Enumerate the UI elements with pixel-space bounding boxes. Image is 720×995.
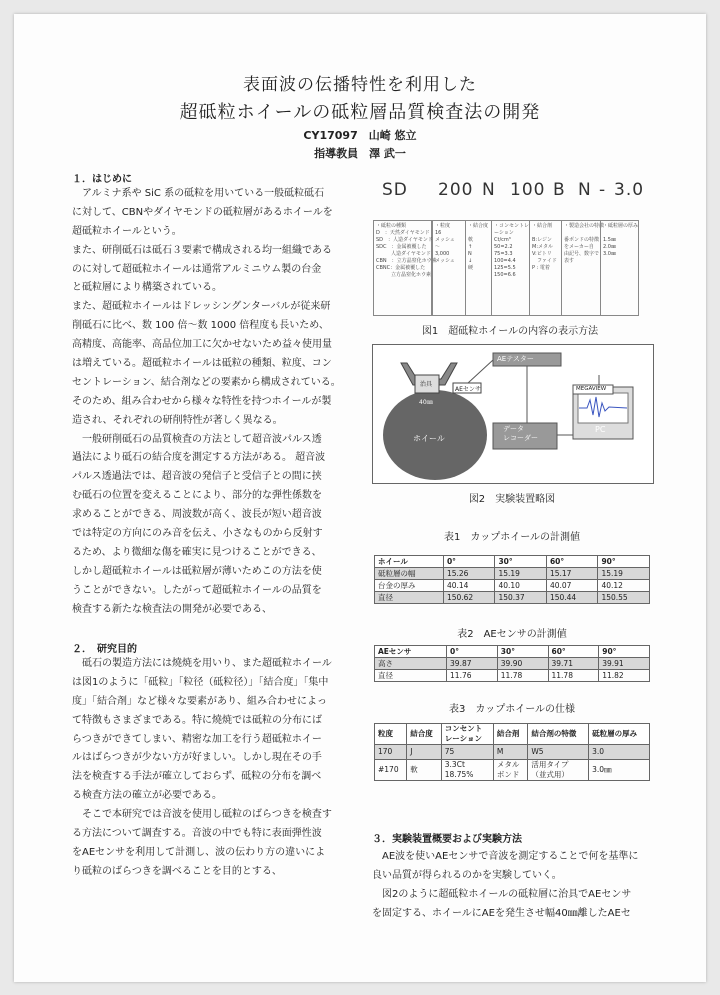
table-cell: 軟 — [407, 760, 442, 781]
table-cell: コンセント レーション — [441, 724, 493, 745]
table-cell: 3.0㎜ — [589, 760, 650, 781]
body-line: 検査する新たな検査法の開発が必要である、 — [72, 603, 272, 615]
body-line: パルス透過法では、超音波の発信子と受信子との間に挟 — [72, 471, 322, 483]
table-cell: 60° — [546, 556, 598, 568]
table-cell: 台金の厚み — [375, 580, 444, 592]
code-box-maker: ・製造会社の特徴 番ボンドの特徴 をメーカー自 由記号、数字で 表す — [561, 220, 601, 316]
table-cell: 11.78 — [548, 670, 599, 682]
table-cell: 砥粒層の幅 — [375, 568, 444, 580]
code-box-grit-size: ・粒度 16 メッシュ ～ 3,000 メッシュ — [432, 220, 466, 316]
table2-caption: 表2 AEセンサの計測値 — [457, 629, 567, 640]
table-cell: 39.90 — [497, 658, 548, 670]
body-line: らつきができてしまい、精密な加工を行う超砥粒ホイー — [72, 733, 322, 745]
author: CY17097 山崎 悠立 — [303, 129, 417, 142]
table-cell: 15.17 — [546, 568, 598, 580]
body-line: 求めることができる、周波数が高く、波長が短い超音波 — [72, 509, 322, 521]
section2-body — [72, 655, 332, 882]
table-cell: J — [407, 745, 442, 760]
section1-body — [72, 185, 341, 619]
body-line: は図1のように「砥粒」「粒径（砥粒径）」「結合度」「集中 — [72, 676, 329, 688]
table-cell: 0° — [443, 556, 495, 568]
table-cell: 170 — [375, 745, 407, 760]
table-cell: 粒度 — [375, 724, 407, 745]
table-cell: 150.62 — [443, 592, 495, 604]
table-row — [375, 760, 650, 781]
code-part: 100 — [510, 180, 546, 200]
code-part: 200 — [438, 180, 474, 200]
advisor: 指導教員 澤 武一 — [314, 147, 406, 160]
table-cell: 11.76 — [447, 670, 498, 682]
megaview-label: MEGAVIEW — [576, 386, 607, 392]
body-line: る方法について調査する。音波の中でも特に表面弾性波 — [72, 828, 322, 840]
body-line: と砥粒層により構築されている。 — [72, 282, 222, 294]
table-cell: ホイール — [375, 556, 444, 568]
table-cell: 0° — [447, 646, 498, 658]
body-line: 超砥粒ホイールという。 — [72, 225, 182, 237]
body-line: 図2のように超砥粒ホイールの砥粒層に治具でAEセンサ — [372, 889, 632, 900]
table-cell: W5 — [528, 745, 589, 760]
body-line: 一般研削砥石の品質検査の方法として超音波パルス透 — [72, 433, 322, 445]
table3 — [374, 723, 650, 781]
body-line: また、超砥粒ホイールはドレッシングンターバルが従来研 — [72, 301, 331, 313]
body-line: 過法により砥石の結合度を測定する方法がある。 超音波 — [72, 452, 326, 464]
body-line: 砥石の製造方法には燒焼を用いり、また超砥粒ホイール — [72, 658, 332, 669]
table-cell: 39.71 — [548, 658, 599, 670]
section3-heading: ３．実験装置概要および実験方法 — [372, 834, 522, 845]
body-line: 高精度、高能率、高品位加工に欠かせないため益々使用量 — [72, 339, 332, 351]
table-row — [375, 592, 650, 604]
body-line: 削砥石に比べ、数 100 倍～数 1000 倍程度も長いため、 — [72, 320, 329, 332]
body-line: て特徴もさまざまである。特に燒焼では砥粒の分布にば — [72, 714, 322, 726]
jig-label: 治具 — [420, 381, 433, 388]
table-cell: 15.26 — [443, 568, 495, 580]
connector — [468, 360, 493, 383]
body-line: しかし超砥粒ホイールは砥粒層が薄いためこの方法を使 — [72, 565, 322, 577]
body-line: AE波を使いAEセンサで音波を測定することで何を基準に — [372, 851, 639, 862]
table-cell: 30° — [497, 646, 548, 658]
table-cell: 39.87 — [447, 658, 498, 670]
body-line: そのため、組み合わせから様々な特性を持つホイールが製 — [72, 395, 332, 407]
table-cell: 15.19 — [495, 568, 547, 580]
table-cell: 90° — [599, 646, 650, 658]
table-cell: 結合剤の特徴 — [528, 724, 589, 745]
table-cell: #170 — [375, 760, 407, 781]
table-cell: 結合剤 — [493, 724, 528, 745]
body-line: をAEセンサを利用して計測し、波の伝わり方の違いによ — [72, 846, 326, 858]
code-box-grain-type: ・砥粒の種類 D ：天然ダイヤモンド SD ：人造ダイヤモンド SDC ：金属被覆した 人造ダイヤモンド CBN ：立方晶窒化ホウ素 CBNC：金属被覆した 立方晶窒化ホウ素 — [373, 220, 432, 316]
table-header-row — [375, 556, 650, 568]
table-cell: 砥粒層の厚み — [589, 724, 650, 745]
body-line: 法を検査する手法が確立しておらず、砥粒の分布を調べ — [72, 771, 322, 783]
wheel-label: ホイール — [413, 434, 445, 443]
body-line: では特定の方向にのみ音を伝え、小さなものから反射す — [72, 528, 323, 540]
body-line: ルはばらつきが少ない方が好ましい。しかし現在その手 — [72, 752, 322, 764]
table-cell: 40.12 — [598, 580, 650, 592]
table3-caption: 表3 カップホイールの仕様 — [448, 704, 576, 715]
figure2-caption: 図2 実験装置略図 — [468, 494, 556, 505]
table-cell: 3.0 — [589, 745, 650, 760]
pc-label: PC — [595, 425, 606, 434]
table-cell: 60° — [548, 646, 599, 658]
table-cell: 150.55 — [598, 592, 650, 604]
table-cell: 15.19 — [598, 568, 650, 580]
body-line: るため、より微細な傷を確実に見つけることができる、 — [72, 546, 322, 558]
table-cell: 40.07 — [546, 580, 598, 592]
recorder-label: データ レコーダー — [503, 425, 538, 442]
table-header-row — [375, 724, 650, 745]
body-line: む砥石の位置を変えることにより、部分的な弾性係数を — [72, 490, 322, 502]
table-row — [375, 658, 650, 670]
table-cell: 39.91 — [599, 658, 650, 670]
code-part: SD — [382, 180, 408, 200]
table-row — [375, 745, 650, 760]
wheel-code-figure — [370, 180, 650, 320]
code-part: N — [578, 180, 592, 200]
paper-title-line2: 超砥粒ホイールの砥粒層品質検査法の開発 — [179, 102, 541, 123]
table-cell: M — [493, 745, 528, 760]
code-box-bond: ・結合剤 B:レジン M:メタル V:ビトリ ファイド P : 電着 — [529, 220, 562, 316]
table-header-row — [375, 646, 650, 658]
code-part: 3.0 — [614, 180, 645, 200]
table-cell: 11.82 — [599, 670, 650, 682]
code-box-grade: ・結合度 軟 ↑ N ↓ 硬 — [465, 220, 492, 316]
ae-tester-label: AEテスター — [497, 355, 534, 363]
table-cell: AEセンサ — [375, 646, 447, 658]
table2 — [374, 645, 650, 682]
table-cell: 30° — [495, 556, 547, 568]
table-cell: 40.10 — [495, 580, 547, 592]
table-cell: 11.78 — [497, 670, 548, 682]
body-line: そこで本研究では音波を使用し砥粒のばらつきを検査す — [72, 809, 332, 821]
body-line: 造され、それぞれの研削特性が著しく異なる。 — [72, 414, 283, 426]
code-part: B — [553, 180, 566, 200]
table-row — [375, 580, 650, 592]
table-row — [375, 568, 650, 580]
width-label: 40㎜ — [419, 399, 433, 406]
body-line: 良い品質が得られるのかを実験していく。 — [372, 870, 562, 881]
code-part: - — [599, 180, 607, 200]
ae-sensor-label: AEセンサ — [455, 386, 481, 393]
table-cell: 3.3Ct 18.75% — [441, 760, 493, 781]
body-line: に対して、CBNやダイヤモンドの砥粒層があるホイールを — [72, 206, 333, 218]
body-line: セントレーション、結合剤などの要素から構成されている。 — [72, 376, 341, 388]
table-cell: 結合度 — [407, 724, 442, 745]
section2-heading: ２． 研究目的 — [72, 644, 137, 655]
table-cell: 高さ — [375, 658, 447, 670]
table-cell: メタル ボンド — [493, 760, 528, 781]
body-line: は増えている。超砥粒ホイールは砥粒の種類、粒度、コン — [72, 358, 332, 370]
table-cell: 直径 — [375, 670, 447, 682]
code-box-concentration: ・コンセントレ ーション Ct/cm³ 50=2.2 75=3.3 100=4.4 125=5.5 150=6.6 — [491, 220, 530, 316]
table-cell: 直径 — [375, 592, 444, 604]
body-line: り砥粒のばらつきを調べることを目的とする、 — [72, 865, 282, 877]
body-line: うことができない。したがって超砥粒ホイールの品質を — [72, 584, 322, 596]
body-line: 度」「結合剤」など様々な要素があり、組み合わせによっ — [72, 695, 327, 707]
body-line: を固定する、ホイールにAEを発生させ幅40㎜離したAEセ — [372, 908, 631, 919]
table-cell: 活用タイプ （並式用） — [528, 760, 589, 781]
code-part: N — [482, 180, 496, 200]
paper-title-line1: 表面波の伝播特性を利用した — [243, 75, 477, 95]
diagram-graphics — [373, 345, 653, 483]
table-cell: 40.14 — [443, 580, 495, 592]
table-cell: 150.44 — [546, 592, 598, 604]
body-line: のに対して超砥粒ホイールは通常アルミニウム製の台金 — [72, 263, 322, 275]
table1-caption: 表1 カップホイールの計測値 — [443, 532, 581, 543]
section3-body — [372, 847, 638, 923]
body-line: また、研削砥石は砥石３要素で構成される均一組織である — [72, 244, 332, 256]
table-row — [375, 670, 650, 682]
body-line: る検査方法の確立が必要である。 — [72, 790, 222, 802]
body-line: アルミナ系や SiC 系の砥粒を用いている一般砥粒砥石 — [72, 188, 325, 199]
experiment-diagram — [372, 344, 654, 484]
section1-heading: １．はじめに — [72, 174, 132, 185]
code-box-thickness: ・砥粒層の厚み 1.5㎜ 2.0㎜ 3.0㎜ — [600, 220, 639, 316]
table-cell: 150.37 — [495, 592, 547, 604]
table1 — [374, 555, 650, 604]
table-cell: 75 — [441, 745, 493, 760]
table-cell: 90° — [598, 556, 650, 568]
figure1-caption: 図1 超砥粒ホイールの内容の表示方法 — [421, 326, 599, 337]
